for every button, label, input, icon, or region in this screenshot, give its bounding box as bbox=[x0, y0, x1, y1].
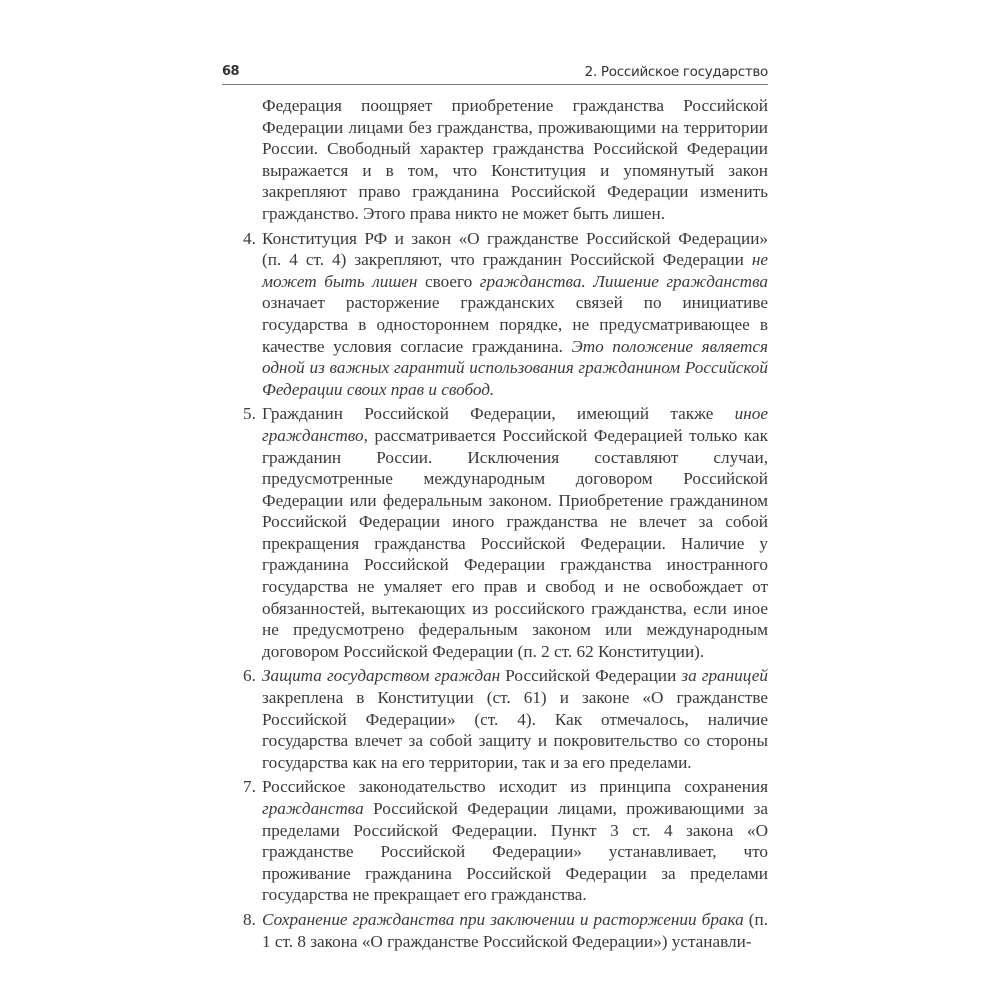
item-number: 5. bbox=[243, 404, 256, 424]
text-run: (п. 1 ст. 8 закона «О гражданстве Российской Федерации») устанавли- bbox=[262, 909, 768, 951]
text-run: Российское законодательство исходит из принципа сохранения bbox=[262, 777, 768, 797]
page-body bbox=[222, 95, 768, 952]
text-run: Гражданин Российской Федерации, имеющий также bbox=[262, 404, 735, 424]
text-run: означает расторжение гражданских связей по инициативе государства в одностороннем порядке, не предусматривающее в качестве условия согласие гражданина. bbox=[262, 293, 768, 356]
text-run: Российской Федерации лицами, проживающими за пределами Российской Федерации. Пункт 3 ст. 4 закона «О гражданстве Российской Федерации» устанавливает, что проживание гражданина Российской Федерации за пределами государства не прекращает его гражданства. bbox=[262, 799, 768, 905]
item-number: 6. bbox=[243, 666, 256, 686]
text-run: своего bbox=[417, 271, 480, 291]
book-page bbox=[222, 62, 768, 952]
list-item-8 bbox=[222, 909, 768, 952]
emphasized-text: Сохранение гражданства при заключении и расторжении брака bbox=[262, 909, 744, 929]
emphasized-text: за границей bbox=[681, 666, 769, 686]
list-item-6 bbox=[222, 665, 768, 773]
emphasized-text: Это положение является одной из важных гарантий использования гражданином Российской Федерации своих прав и свобод. bbox=[262, 336, 768, 399]
text-run: Российской Федерации bbox=[500, 666, 682, 686]
item-number: 4. bbox=[243, 228, 256, 248]
item-number: 7. bbox=[243, 777, 256, 797]
running-title: 2. Российское государство bbox=[584, 64, 768, 80]
text-run: , рассматривается Российской Федерацией только как гражданин России. Исключения составляют случаи, предусмотренные международным договором Российской Федерации или федеральным законом. Приобретение гражданином Российской Федерации иного гражданства не влечет за собой прекращения гражданства Российской Федерации. Наличие у гражданина Российской Федерации гражданства иностранного государства не умаляет его прав и свобод и не освобождает от обязанностей, вытекающих из российского гражданства, если иное не предусмотрено федеральным законом или международным договором Российской Федерации (п. 2 ст. 62 Конституции). bbox=[262, 425, 768, 661]
emphasized-text: Защита государством граждан bbox=[262, 666, 501, 686]
item-text bbox=[262, 776, 768, 906]
running-header bbox=[222, 62, 768, 85]
list-item-5 bbox=[222, 403, 768, 662]
page-number: 68 bbox=[222, 64, 240, 79]
item-text bbox=[262, 909, 768, 952]
item-text bbox=[262, 228, 768, 401]
text-run: Конституция РФ и закон «О гражданстве Российской Федерации» (п. 4 ст. 4) закрепляют, что гражданин Российской Федерации bbox=[262, 228, 768, 270]
emphasized-text: иное гражданство bbox=[262, 404, 768, 445]
item-text bbox=[262, 403, 768, 662]
text-run: закреплена в Конституции (ст. 61) и законе «О гражданстве Российской Федерации» (ст. 4). Как отмечалось, наличие государства влечет за собой защиту и покровительство со стороны государства как на его территории, так и за его пределами. bbox=[262, 688, 768, 772]
list-item-7 bbox=[222, 776, 768, 906]
item-text bbox=[262, 665, 768, 773]
list-item-4 bbox=[222, 228, 768, 401]
emphasized-text: не может быть лишен bbox=[262, 250, 768, 291]
intro-paragraph: Федерация поощряет приобретение гражданства Российской Федерации лицами без гражданства, проживающими на территории России. Свободный характер гражданства Российской Федерации выражается и в том, что Конституция и упомянутый закон закрепляют право гражданина Российской Федерации изменить гражданство. Этого права никто не может быть лишен. bbox=[262, 96, 768, 223]
emphasized-text: гражданства. Лишение гражданства bbox=[479, 271, 769, 291]
item-number: 8. bbox=[243, 909, 256, 929]
emphasized-text: гражданства bbox=[262, 799, 364, 818]
